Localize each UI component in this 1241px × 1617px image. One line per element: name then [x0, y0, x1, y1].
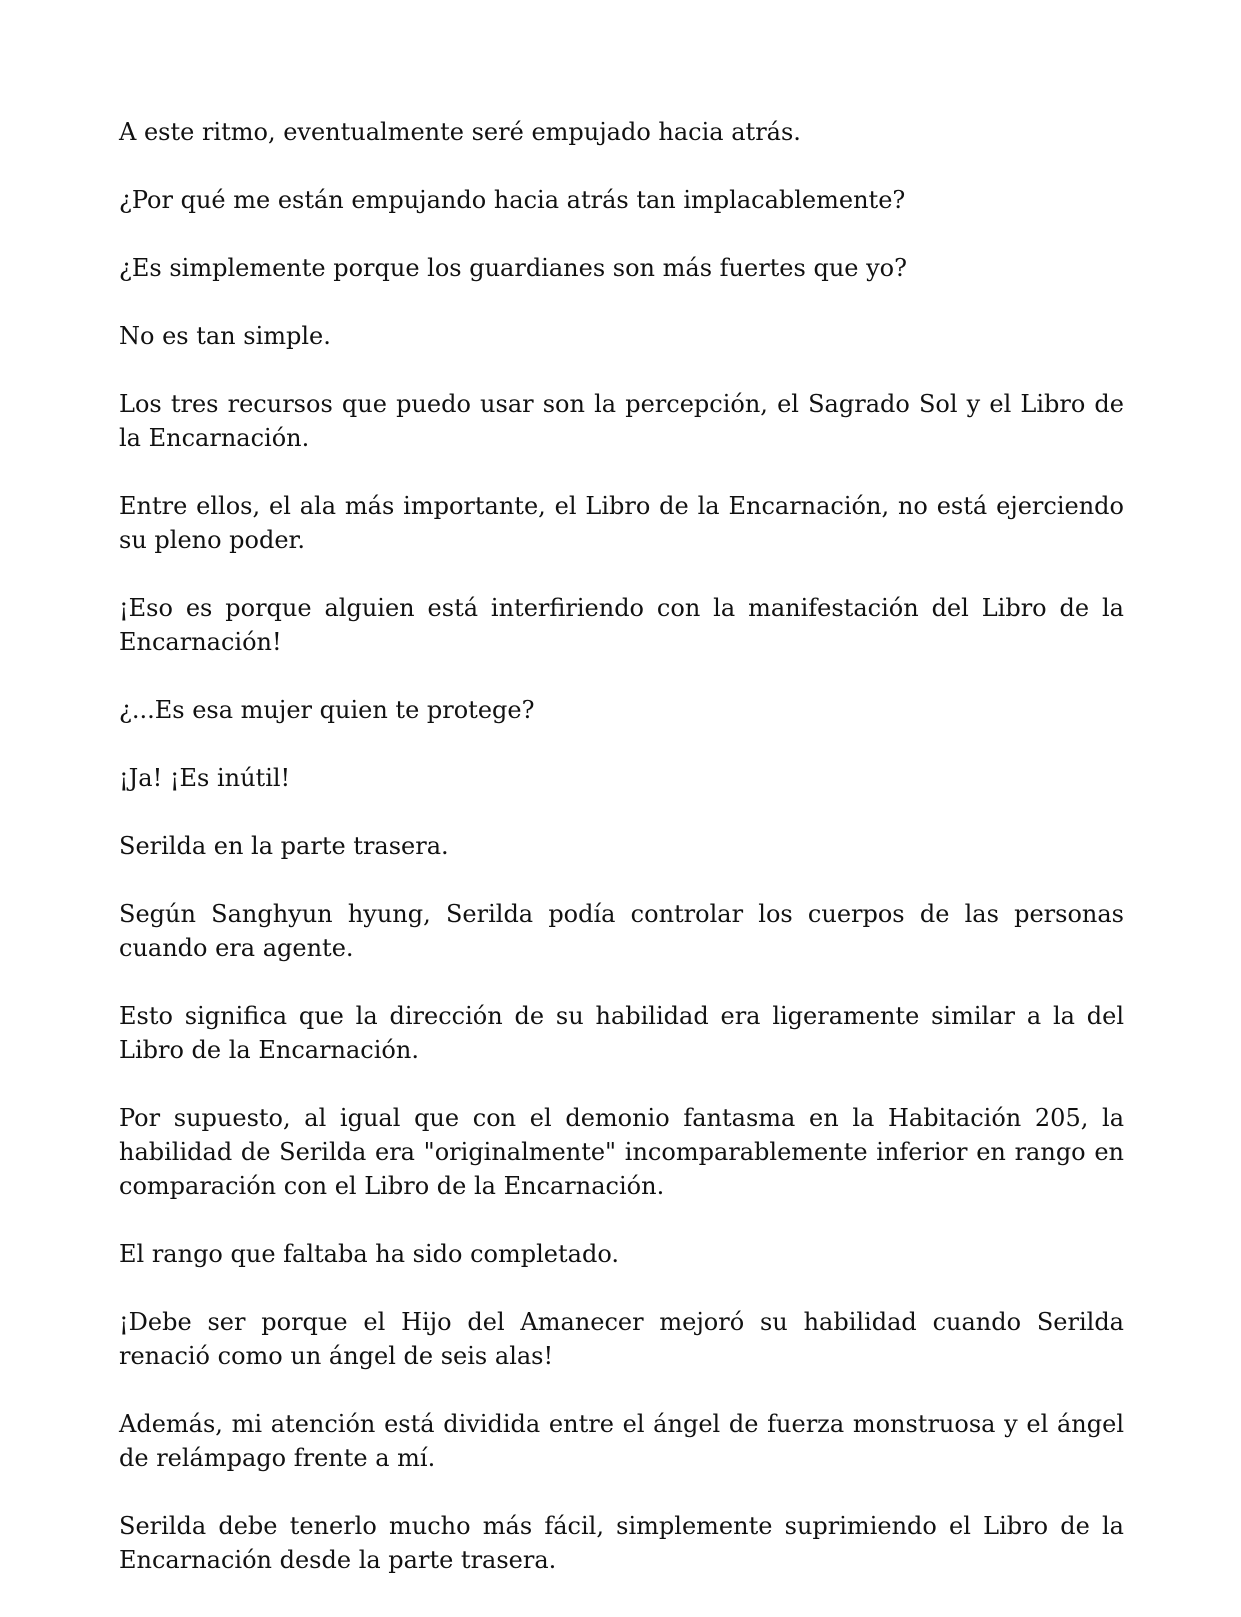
paragraph: Los tres recursos que puedo usar son la percepción, el Sagrado Sol y el Libro de la Encarnación. — [119, 390, 1124, 452]
paragraph: Según Sanghyun hyung, Serilda podía controlar los cuerpos de las personas cuando era agente. — [119, 900, 1124, 962]
paragraph: Serilda debe tenerlo mucho más fácil, simplemente suprimiendo el Libro de la Encarnación desde la parte trasera. — [119, 1512, 1124, 1574]
paragraph: ¿...Es esa mujer quien te protege? — [119, 696, 535, 724]
paragraph: ¡Debe ser porque el Hijo del Amanecer mejoró su habilidad cuando Serilda renació como un ángel de seis alas! — [119, 1308, 1124, 1370]
paragraph: Además, mi atención está dividida entre el ángel de fuerza monstruosa y el ángel de relámpago frente a mí. — [119, 1410, 1124, 1472]
paragraph: Por supuesto, al igual que con el demonio fantasma en la Habitación 205, la habilidad de Serilda era "originalmente" incomparablemente inferior en rango en comparación con el Libro de la Encarnación. — [119, 1104, 1124, 1200]
document-page — [119, 115, 1124, 1611]
paragraph: Esto significa que la dirección de su habilidad era ligeramente similar a la del Libro de la Encarnación. — [119, 1002, 1124, 1064]
paragraph: A este ritmo, eventualmente seré empujado hacia atrás. — [119, 118, 801, 146]
paragraph: ¿Es simplemente porque los guardianes son más fuertes que yo? — [119, 254, 907, 282]
paragraph: ¡Ja! ¡Es inútil! — [119, 764, 291, 792]
paragraph: Entre ellos, el ala más importante, el Libro de la Encarnación, no está ejerciendo su pleno poder. — [119, 492, 1124, 554]
paragraph: Serilda en la parte trasera. — [119, 832, 449, 860]
paragraph: ¿Por qué me están empujando hacia atrás tan implacablemente? — [119, 186, 906, 214]
paragraph: El rango que faltaba ha sido completado. — [119, 1240, 619, 1268]
paragraph: ¡Eso es porque alguien está interfiriendo con la manifestación del Libro de la Encarnación! — [119, 594, 1124, 656]
paragraph: No es tan simple. — [119, 322, 331, 350]
